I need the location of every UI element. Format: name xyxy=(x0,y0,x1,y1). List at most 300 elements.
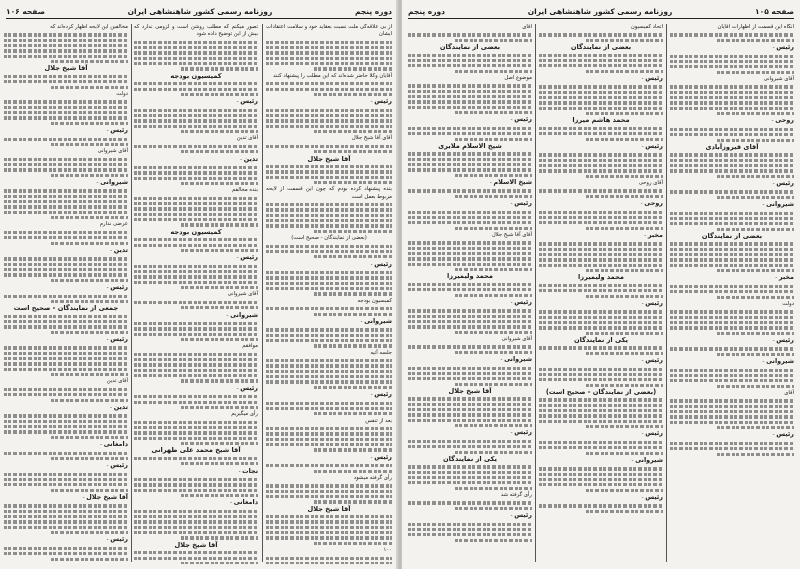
body-paragraph: رأی گرفته شد xyxy=(500,491,532,498)
speaker-name: روحی xyxy=(775,116,794,125)
print-line-texture xyxy=(539,441,663,444)
body-paragraph: جلسه آتیه xyxy=(370,349,392,356)
print-line-texture xyxy=(266,62,392,65)
print-line-texture xyxy=(51,60,128,63)
print-line-texture xyxy=(314,542,392,545)
print-line-texture xyxy=(266,531,392,534)
speaker-paragraph: تدین - xyxy=(110,402,128,411)
print-line-texture xyxy=(51,143,128,146)
print-line-texture xyxy=(539,473,663,476)
print-line-texture xyxy=(408,127,532,130)
speaker-name: رئیس xyxy=(110,461,128,470)
print-line-texture xyxy=(670,101,794,104)
print-line-texture xyxy=(134,353,258,356)
body-paragraph: آقای تدین xyxy=(106,378,128,385)
print-line-texture xyxy=(670,369,794,372)
print-line-texture xyxy=(408,320,532,323)
print-line-texture xyxy=(717,175,794,178)
print-line-texture xyxy=(181,562,258,564)
body-paragraph: کمیسیون بودجه xyxy=(357,297,392,304)
print-line-texture xyxy=(408,403,532,406)
print-line-texture xyxy=(134,363,258,366)
print-line-texture xyxy=(408,309,532,312)
print-line-texture xyxy=(134,218,258,221)
print-line-texture xyxy=(455,138,532,141)
print-line-texture xyxy=(670,91,794,94)
print-line-texture xyxy=(539,216,663,219)
body-paragraph: آقای تدین xyxy=(236,135,258,142)
print-line-texture xyxy=(51,489,128,492)
print-line-texture xyxy=(717,296,794,299)
print-line-texture xyxy=(134,51,258,54)
print-line-texture xyxy=(408,100,532,103)
print-line-texture xyxy=(266,109,392,112)
speaker-name: رئیس xyxy=(776,430,794,439)
print-line-texture xyxy=(314,292,392,295)
speaker-name: شیروانی xyxy=(230,310,258,319)
print-line-texture xyxy=(539,33,663,36)
print-line-texture xyxy=(4,320,128,323)
print-line-texture xyxy=(586,39,663,42)
print-line-texture xyxy=(670,65,794,68)
print-line-texture xyxy=(134,401,258,404)
left-page-number: صفحه ۱۰۶ xyxy=(6,6,45,16)
speaker-paragraph: رئیس - xyxy=(510,511,532,520)
print-line-texture xyxy=(670,242,794,245)
body-paragraph: آقایان وکلا حاضر شده‌اند که این مطلب را پیشنهاد کنند xyxy=(273,72,392,79)
speaker-name: روحی xyxy=(644,199,663,208)
print-line-texture xyxy=(670,190,794,193)
print-line-texture xyxy=(266,364,392,367)
print-line-texture xyxy=(408,283,532,286)
print-line-texture xyxy=(4,138,128,141)
print-line-texture xyxy=(670,60,794,63)
print-line-texture xyxy=(314,412,392,415)
print-line-texture xyxy=(455,487,532,490)
print-line-texture xyxy=(181,536,258,539)
print-line-texture xyxy=(717,332,794,335)
print-line-texture xyxy=(408,445,532,448)
print-line-texture xyxy=(539,107,663,110)
print-line-texture xyxy=(4,473,128,476)
print-line-texture xyxy=(408,59,532,62)
print-line-texture xyxy=(266,432,392,435)
section-heading: کمیسیون بودجه xyxy=(170,227,222,236)
print-line-texture xyxy=(181,306,258,309)
body-paragraph: آقای شیروانی xyxy=(763,75,794,82)
speaker-paragraph: شیروانی - xyxy=(96,177,128,186)
print-line-texture xyxy=(134,457,258,460)
print-line-texture xyxy=(455,451,532,454)
print-line-texture xyxy=(539,310,663,313)
print-line-texture xyxy=(51,300,128,303)
print-line-texture xyxy=(266,170,392,173)
body-paragraph: آقای شیروانی xyxy=(97,148,128,155)
print-line-texture xyxy=(539,478,663,481)
print-line-texture xyxy=(539,446,663,449)
speaker-name: شیروانی xyxy=(364,316,392,325)
print-line-texture xyxy=(134,431,258,434)
print-line-texture xyxy=(408,158,532,161)
print-line-texture xyxy=(539,483,663,486)
section-heading: آقا شیخ جلال xyxy=(448,386,492,395)
print-line-texture xyxy=(181,130,258,133)
print-line-texture xyxy=(586,70,663,73)
print-line-texture xyxy=(134,322,258,325)
speaker-name: رئیس xyxy=(776,178,794,187)
print-line-texture xyxy=(51,216,128,219)
print-line-texture xyxy=(408,372,532,375)
speaker-paragraph: رئیس - xyxy=(370,259,392,268)
left-column-2 xyxy=(134,24,258,564)
print-line-texture xyxy=(539,504,663,507)
print-line-texture xyxy=(266,427,392,430)
speaker-paragraph: رئیس - xyxy=(641,298,663,307)
print-line-texture xyxy=(670,447,794,450)
print-line-texture xyxy=(266,562,392,564)
print-line-texture xyxy=(134,88,258,91)
print-line-texture xyxy=(4,510,128,513)
print-line-texture xyxy=(4,33,128,36)
print-line-texture xyxy=(134,265,258,268)
print-line-texture xyxy=(266,380,392,383)
print-line-texture xyxy=(134,301,258,304)
print-line-texture xyxy=(670,326,794,329)
print-line-texture xyxy=(51,279,128,282)
speaker-name: تدین xyxy=(243,154,258,163)
print-line-texture xyxy=(134,166,258,169)
print-line-texture xyxy=(408,106,532,109)
print-line-texture xyxy=(51,457,128,460)
print-line-texture xyxy=(4,420,128,423)
print-line-texture xyxy=(266,520,392,523)
print-line-texture xyxy=(408,247,532,250)
body-paragraph: از بی علاقه‌گی ملت نسبت بعقاید خود و سلامت اعتقادات ایشان xyxy=(266,24,392,38)
print-line-texture xyxy=(586,384,663,387)
speaker-paragraph: روحی - xyxy=(640,199,663,208)
body-paragraph: دولت xyxy=(116,90,128,97)
print-line-texture xyxy=(51,242,128,245)
print-line-texture xyxy=(266,176,392,179)
speaker-name: رئیس xyxy=(514,115,532,124)
print-line-texture xyxy=(586,425,663,428)
speaker-paragraph: دامغانی - xyxy=(100,440,128,449)
left-column-divider-1 xyxy=(131,24,132,562)
print-line-texture xyxy=(670,442,794,445)
print-line-texture xyxy=(455,539,532,542)
print-line-texture xyxy=(586,332,663,335)
print-line-texture xyxy=(670,421,794,424)
print-line-texture xyxy=(181,67,258,70)
section-heading: بعضی از نمایندگان xyxy=(570,43,632,52)
print-line-texture xyxy=(266,307,392,310)
speaker-name: رئیس xyxy=(374,97,392,106)
print-line-texture xyxy=(266,402,392,405)
speaker-paragraph: رئیس - xyxy=(106,126,128,135)
print-line-texture xyxy=(408,471,532,474)
print-line-texture xyxy=(181,338,258,341)
print-line-texture xyxy=(314,230,392,233)
print-line-texture xyxy=(455,174,532,177)
speaker-name: شیروانی xyxy=(766,357,794,366)
print-line-texture xyxy=(586,489,663,492)
print-line-texture xyxy=(408,241,532,244)
print-line-texture xyxy=(408,345,532,348)
speaker-paragraph: نجات - xyxy=(238,466,258,475)
body-paragraph: ۱۰۰ xyxy=(383,547,392,554)
speaker-name: شیروانی xyxy=(100,177,128,186)
print-line-texture xyxy=(586,112,663,115)
section-heading: شیخ الاسلام ملایری xyxy=(438,141,502,150)
speaker-paragraph: تدین - xyxy=(110,245,128,254)
speaker-name: رئیس xyxy=(645,298,663,307)
speaker-paragraph: دامغانی - xyxy=(230,498,258,507)
print-line-texture xyxy=(266,515,392,518)
speaker-paragraph: شیروانی - xyxy=(762,200,794,209)
print-line-texture xyxy=(266,375,392,378)
print-line-texture xyxy=(4,430,128,433)
print-line-texture xyxy=(134,531,258,534)
speaker-paragraph: رئیس - xyxy=(510,115,532,124)
print-line-texture xyxy=(4,200,128,203)
speaker-paragraph: مخبر - xyxy=(644,230,663,239)
print-line-texture xyxy=(4,268,128,271)
print-line-texture xyxy=(670,33,794,36)
body-paragraph: آقای شیروانی xyxy=(501,335,532,342)
print-line-texture xyxy=(408,33,532,36)
print-line-texture xyxy=(408,465,532,468)
print-line-texture xyxy=(455,268,532,271)
print-line-texture xyxy=(134,358,258,361)
print-line-texture xyxy=(455,294,532,297)
print-line-texture xyxy=(586,175,663,178)
print-line-texture xyxy=(455,383,532,386)
speaker-name: تدین xyxy=(113,402,128,411)
print-line-texture xyxy=(134,281,258,284)
print-line-texture xyxy=(539,398,663,401)
print-line-texture xyxy=(266,282,392,285)
print-line-texture xyxy=(539,85,663,88)
print-line-texture xyxy=(670,290,794,293)
speaker-name: رئیس xyxy=(240,253,258,262)
print-line-texture xyxy=(539,467,663,470)
print-line-texture xyxy=(134,333,258,336)
speaker-name: رئیس xyxy=(514,297,532,306)
speaker-name: شیخ الاسلام xyxy=(493,177,532,186)
print-line-texture xyxy=(4,273,128,276)
speaker-paragraph: رئیس - xyxy=(510,297,532,306)
print-line-texture xyxy=(539,211,663,214)
print-line-texture xyxy=(717,353,794,356)
left-page-title: روزنامه رسمی کشور شاهنشاهی ایران xyxy=(127,6,273,16)
print-line-texture xyxy=(586,227,663,230)
print-line-texture xyxy=(455,331,532,334)
print-line-texture xyxy=(586,510,663,513)
print-line-texture xyxy=(408,189,532,192)
print-line-texture xyxy=(539,378,663,381)
section-heading: یکی از نمایندگان xyxy=(443,454,497,463)
left-column-1 xyxy=(266,24,392,564)
speaker-name: رئیس xyxy=(645,429,663,438)
speaker-paragraph: شیروانی - xyxy=(762,357,794,366)
section-heading: آقا شیخ جلال xyxy=(307,154,351,163)
print-line-texture xyxy=(134,426,258,429)
print-line-texture xyxy=(717,196,794,199)
section-heading: بعضی از نمایندگان xyxy=(439,43,501,52)
left-page-header xyxy=(6,4,392,19)
print-line-texture xyxy=(51,531,128,534)
print-line-texture xyxy=(4,75,128,78)
print-line-texture xyxy=(134,171,258,174)
print-line-texture xyxy=(539,91,663,94)
print-line-texture xyxy=(4,231,128,234)
print-line-texture xyxy=(539,326,663,329)
print-line-texture xyxy=(717,453,794,456)
print-line-texture xyxy=(314,67,392,70)
print-line-texture xyxy=(455,111,532,114)
speaker-name: رئیس xyxy=(514,511,532,520)
print-line-texture xyxy=(539,159,663,162)
print-line-texture xyxy=(314,130,392,133)
print-line-texture xyxy=(586,352,663,355)
print-line-texture xyxy=(455,70,532,73)
print-line-texture xyxy=(134,213,258,216)
print-line-texture xyxy=(408,533,532,536)
speaker-name: رئیس xyxy=(240,97,258,106)
print-line-texture xyxy=(181,286,258,289)
print-line-texture xyxy=(586,195,663,198)
print-line-texture xyxy=(670,410,794,413)
print-line-texture xyxy=(134,197,258,200)
print-line-texture xyxy=(670,415,794,418)
print-line-texture xyxy=(266,484,392,487)
print-line-texture xyxy=(134,202,258,205)
print-line-texture xyxy=(408,501,532,504)
print-line-texture xyxy=(408,90,532,93)
speaker-paragraph: رئیس - xyxy=(772,430,794,439)
speaker-paragraph: رئیس - xyxy=(641,492,663,501)
print-line-texture xyxy=(408,419,532,422)
print-line-texture xyxy=(717,426,794,429)
body-paragraph: آقای روحی xyxy=(638,179,663,186)
print-line-texture xyxy=(266,51,392,54)
speaker-paragraph: رئیس - xyxy=(510,199,532,208)
speaker-name: رئیس xyxy=(110,283,128,292)
print-line-texture xyxy=(134,270,258,273)
print-line-texture xyxy=(4,483,128,486)
right-column-1 xyxy=(670,24,794,564)
speaker-name: تدین xyxy=(113,245,128,254)
print-line-texture xyxy=(4,116,128,119)
print-line-texture xyxy=(4,263,128,266)
print-line-texture xyxy=(408,84,532,87)
print-line-texture xyxy=(670,169,794,172)
speaker-paragraph: رئیس - xyxy=(106,535,128,544)
print-line-texture xyxy=(266,495,392,498)
print-line-texture xyxy=(266,245,392,248)
body-paragraph: تصور میکنم که مطلب روشن است و لزومی ندارد که بیش از این توضیح داده شود xyxy=(134,24,258,38)
print-line-texture xyxy=(266,334,392,337)
print-line-texture xyxy=(717,39,794,42)
print-line-texture xyxy=(4,325,128,328)
section-heading: یکی از نمایندگان xyxy=(574,335,628,344)
print-line-texture xyxy=(408,95,532,98)
print-line-texture xyxy=(4,39,128,42)
print-line-texture xyxy=(266,490,392,493)
print-line-texture xyxy=(4,414,128,417)
speaker-name: رئیس xyxy=(374,259,392,268)
print-line-texture xyxy=(181,379,258,382)
print-line-texture xyxy=(181,406,258,409)
print-line-texture xyxy=(4,357,128,360)
speaker-name: رئیس xyxy=(645,356,663,365)
speaker-paragraph: شیخ الاسلام - xyxy=(489,177,532,186)
print-line-texture xyxy=(539,164,663,167)
speaker-paragraph: رئیس - xyxy=(106,461,128,470)
print-line-texture xyxy=(266,203,392,206)
body-paragraph: دولت xyxy=(782,300,794,307)
print-line-texture xyxy=(314,470,392,473)
right-column-divider-1 xyxy=(535,24,536,562)
print-line-texture xyxy=(408,252,532,255)
speaker-name: رئیس xyxy=(110,334,128,343)
print-line-texture xyxy=(134,119,258,122)
print-line-texture xyxy=(539,59,663,62)
print-line-texture xyxy=(51,558,128,561)
print-line-texture xyxy=(51,373,128,376)
speaker-paragraph: رئیس - xyxy=(641,356,663,365)
print-line-texture xyxy=(4,257,128,260)
print-line-texture xyxy=(408,413,532,416)
print-line-texture xyxy=(539,132,663,135)
print-line-texture xyxy=(408,315,532,318)
print-line-texture xyxy=(266,271,392,274)
right-column-divider-2 xyxy=(666,24,667,562)
section-heading: محمد ولیمیرزا xyxy=(578,273,624,282)
print-line-texture xyxy=(4,425,128,428)
print-line-texture xyxy=(266,165,392,168)
right-column-2 xyxy=(539,24,663,564)
print-line-texture xyxy=(266,46,392,49)
speaker-paragraph: رئیس - xyxy=(370,97,392,106)
speaker-name: رئیس xyxy=(374,452,392,461)
speaker-paragraph: مخبر - xyxy=(775,273,794,282)
print-line-texture xyxy=(4,55,128,58)
print-line-texture xyxy=(408,440,532,443)
speaker-name: نجات xyxy=(242,466,258,475)
speaker-paragraph: شیروانی - xyxy=(360,316,392,325)
print-line-texture xyxy=(408,221,532,224)
speaker-paragraph: رئیس - xyxy=(510,428,532,437)
print-line-texture xyxy=(539,264,663,267)
print-line-texture xyxy=(51,86,128,89)
print-line-texture xyxy=(539,189,663,192)
speaker-name: مخبر xyxy=(647,230,663,239)
speaker-name: آقا شیخ جلال xyxy=(86,492,128,501)
print-line-texture xyxy=(717,385,794,388)
print-line-texture xyxy=(181,93,258,96)
speaker-name: دامغانی xyxy=(233,498,258,507)
print-line-texture xyxy=(134,145,258,148)
print-line-texture xyxy=(314,255,392,258)
section-heading: محمد ولیمیرزا xyxy=(447,272,493,281)
print-line-texture xyxy=(408,152,532,155)
section-heading: آقا شیخ جلال xyxy=(174,540,218,549)
body-paragraph: موضوع اصل xyxy=(504,74,532,81)
print-line-texture xyxy=(455,39,532,42)
left-column-3 xyxy=(4,24,128,564)
speaker-paragraph: روحی - xyxy=(771,116,794,125)
